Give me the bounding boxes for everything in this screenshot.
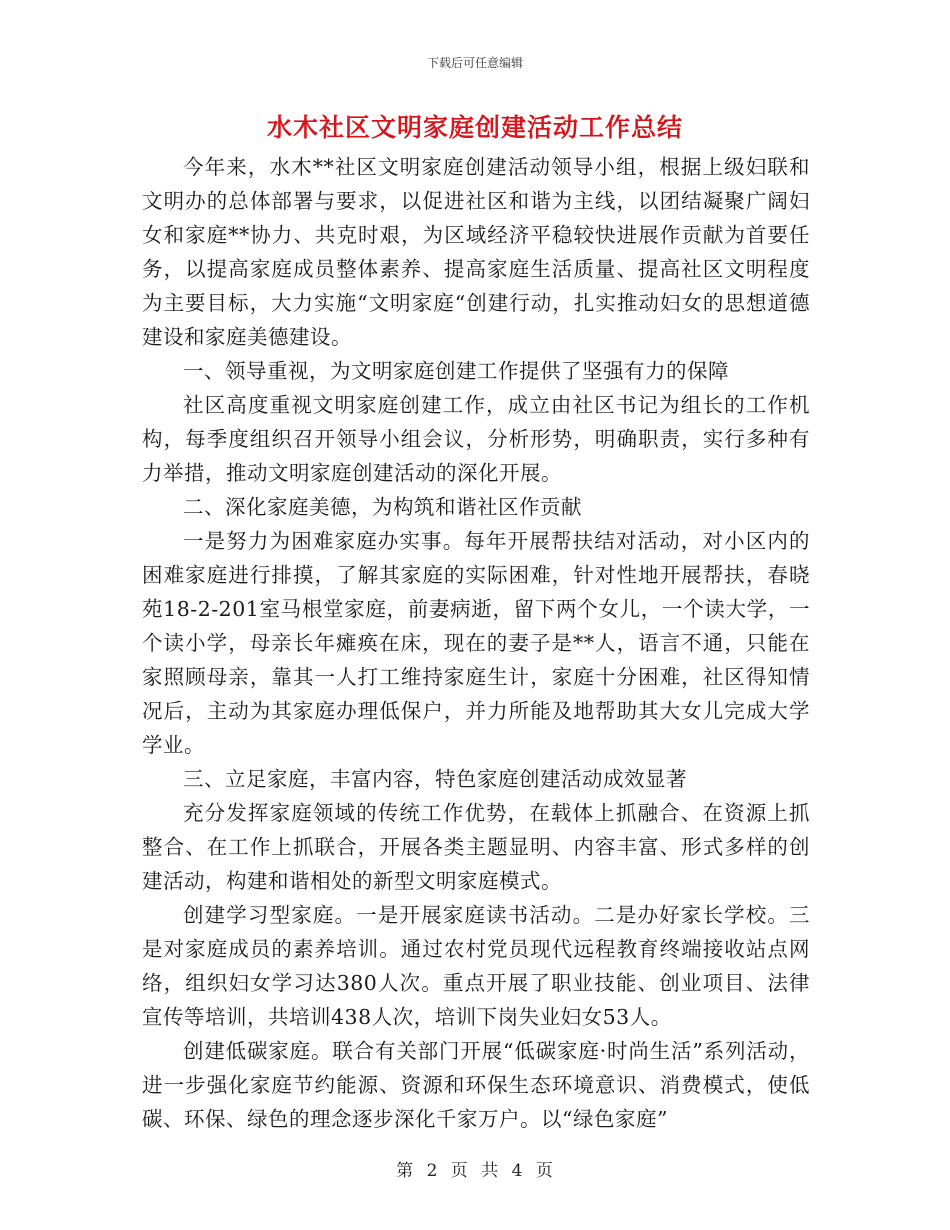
section-heading-1: 一、领导重视，为文明家庭创建工作提供了坚强有力的保障 — [183, 359, 729, 383]
footer-page-current: 2 — [426, 1161, 439, 1181]
paragraph-section-3: 充分发挥家庭领域的传统工作优势，在载体上抓融合、在资源上抓整合、在工作上抓联合，开展各类主题显明、内容丰富、形式多样的创建活动，构建和谐相处的新型文明家庭模式。 — [142, 801, 810, 893]
document-body — [142, 150, 810, 1136]
page-footer — [0, 1156, 950, 1181]
footer-ye2: 页 — [535, 1161, 554, 1181]
section-heading-2: 二、深化家庭美德，为构筑和谐社区作贡献 — [183, 495, 582, 519]
header-note: 下载后可任意编辑 — [426, 56, 523, 70]
footer-ye: 页 — [450, 1161, 469, 1181]
footer-di: 第 — [396, 1161, 415, 1181]
footer-page-total: 4 — [511, 1161, 524, 1181]
footer-gong: 共 — [481, 1161, 500, 1181]
paragraph-intro: 今年来，水木**社区文明家庭创建活动领导小组，根据上级妇联和文明办的总体部署与要求，以促进社区和谐为主线，以团结凝聚广阔妇女和家庭**协力、共克时艰，为区域经济平稳较快进展作贡献为首要任务，以提高家庭成员整体素养、提高家庭生活质量、提高社区文明程度为主要目标，大力实施“文明家庭“创建行动，扎实推动妇女的思想道德建设和家庭美德建设。 — [142, 155, 810, 349]
paragraph-section-1: 社区高度重视文明家庭创建工作，成立由社区书记为组长的工作机构，每季度组织召开领导小组会议，分析形势，明确职责，实行多种有力举措，推动文明家庭创建活动的深化开展。 — [142, 393, 810, 485]
paragraph-section-2: 一是努力为困难家庭办实事。每年开展帮扶结对活动，对小区内的困难家庭进行排摸，了解其家庭的实际困难，针对性地开展帮扶，春晓苑18-2-201室马根堂家庭，前妻病逝，留下两个女儿，一个读大学，一个读小学，母亲长年瘫痪在床，现在的妻子是**人，语言不通，只能在家照顾母亲，靠其一人打工维持家庭生计，家庭十分困难，社区得知情况后，主动为其家庭办理低保户，并力所能及地帮助其大女儿完成大学学业。 — [142, 529, 810, 757]
section-heading-3: 三、立足家庭，丰富内容，特色家庭创建活动成效显著 — [183, 767, 687, 791]
paragraph-learning-family: 创建学习型家庭。一是开展家庭读书活动。二是办好家长学校。三是对家庭成员的素养培训。通过农村党员现代远程教育终端接收站点网络，组织妇女学习达380人次。重点开展了职业技能、创业项目、法律宣传等培训，共培训438人次，培训下岗失业妇女53人。 — [142, 903, 810, 1029]
paragraph-low-carbon-family: 创建低碳家庭。联合有关部门开展“低碳家庭·时尚生活”系列活动，进一步强化家庭节约能源、资源和环保生态环境意识、消费模式，使低碳、环保、绿色的理念逐步深化千家万户。以“绿色家庭” — [142, 1039, 810, 1131]
document-title: 水木社区文明家庭创建活动工作总结 — [266, 113, 683, 142]
